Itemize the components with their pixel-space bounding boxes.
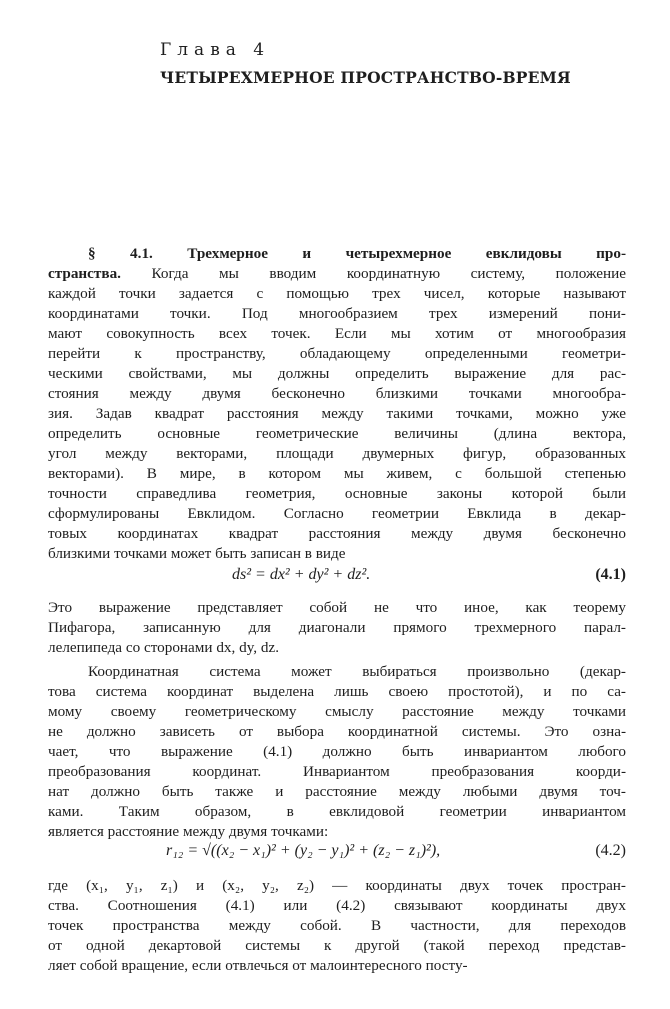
text-line: не должно зависеть от выбора координатной системы. Это озна- xyxy=(48,723,626,740)
text-line: зия. Задав квадрат расстояния между такими точками, можно уже xyxy=(48,405,626,422)
text-line: ства. Соотношения (4.1) или (4.2) связывают координаты двух xyxy=(48,897,626,914)
text-line: товых координатах квадрат расстояния между двумя бесконечно xyxy=(48,525,626,542)
text-line: лелепипеда со сторонами dx, dy, dz. xyxy=(48,639,280,656)
text-line: преобразования координат. Инвариантом преобразования коорди- xyxy=(48,763,626,780)
text-line: где (x₁, y₁, z₁) и (x₂, y₂, z₂) — координаты двух точек простран- xyxy=(48,877,626,894)
text-line: Координатная система может выбираться произвольно (декар- xyxy=(88,663,626,680)
text-line: определить основные геометрические величины (длина вектора, xyxy=(48,425,626,442)
chapter-title: ЧЕТЫРЕХМЕРНОЕ ПРОСТРАНСТВО-ВРЕМЯ xyxy=(160,68,571,87)
section-heading-continuation: странства. xyxy=(48,265,121,282)
text-line: является расстояние между двумя точками: xyxy=(48,823,329,840)
text-line: нат должно быть также и расстояние между любыми двумя точ- xyxy=(48,783,626,800)
text-line: Пифагора, записанную для диагонали прямого трехмерного парал- xyxy=(48,619,626,636)
text-line: каждой точки задается с помощью трех чисел, которые называют xyxy=(48,285,626,302)
text-line: Это выражение представляет собой не что иное, как теорему xyxy=(48,599,626,616)
text-line: ками. Таким образом, в евклидовой геометрии инвариантом xyxy=(48,803,626,820)
chapter-label: Глава 4 xyxy=(160,40,271,60)
text-line: от одной декартовой системы к другой (такой переход представ- xyxy=(48,937,626,954)
section-heading: § 4.1. Трехмерное и четырехмерное евклидовы про- xyxy=(88,245,626,262)
text-line: мают совокупность всех точек. Если мы хотим от многообразия xyxy=(48,325,626,342)
text-line: сформулированы Евклидом. Согласно геометрии Евклида в декар- xyxy=(48,505,626,522)
text-line: векторами). В мире, в котором мы живем, с большой степенью xyxy=(48,465,626,482)
equation-number-4-1: (4.1) xyxy=(595,566,626,583)
text-line: ческими свойствами, мы должны определить выражение для рас- xyxy=(48,365,626,382)
equation-4-1: ds² = dx² + dy² + dz². xyxy=(232,566,371,583)
text-line: перейти к пространству, обладающему определенными геометри- xyxy=(48,345,626,362)
text-line: това система координат выделена лишь своею простотой), и по са- xyxy=(48,683,626,700)
equation-4-2: r₁₂ = √((x₂ − x₁)² + (y₂ − y₁)² + (z₂ − z₁)²), xyxy=(166,842,441,859)
text-line: чает, что выражение (4.1) должно быть инвариантом любого xyxy=(48,743,626,760)
text-line: точек пространства между собой. В частности, для переходов xyxy=(48,917,626,934)
text-line: мому своему геометрическому смыслу расстояние между точками xyxy=(48,703,626,720)
text-line: координатами точки. Под многообразием трех измерений пони- xyxy=(48,305,626,322)
text-line: близкими точками может быть записан в виде xyxy=(48,545,346,562)
text-line: стояния между двумя бесконечно близкими точками многообра- xyxy=(48,385,626,402)
equation-number-4-2: (4.2) xyxy=(595,842,626,859)
text-line: угол между векторами, площади двумерных фигур, образованных xyxy=(48,445,626,462)
text-line: ляет собой вращение, если отвлечься от малоинтересного посту- xyxy=(48,957,468,974)
text-line: точности справедлива геометрия, основные законы которой были xyxy=(48,485,626,502)
text-line: странства. Когда мы вводим координатную систему, положение xyxy=(48,265,626,282)
